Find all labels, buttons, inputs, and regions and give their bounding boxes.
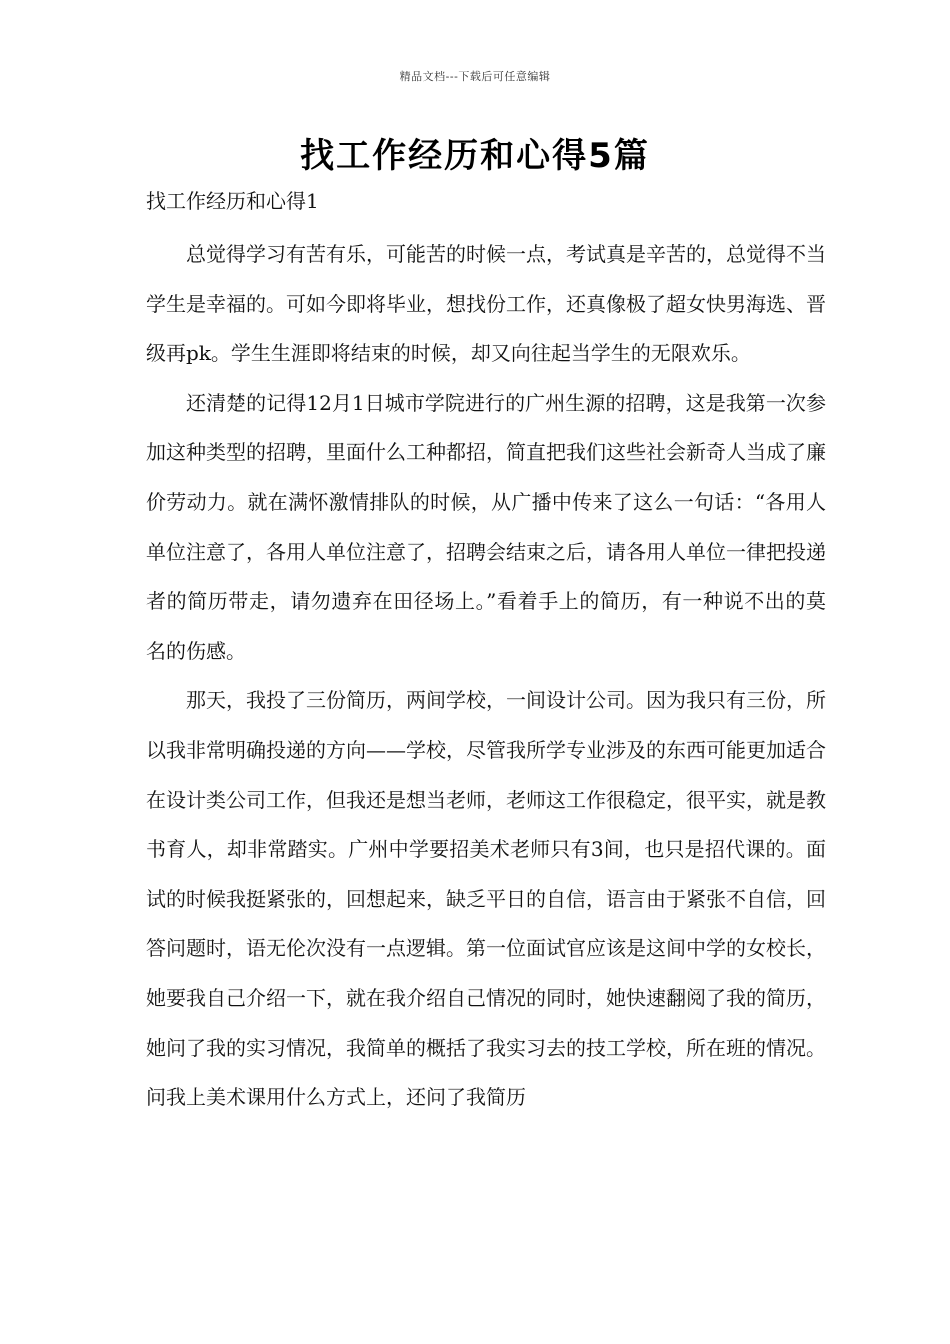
header-note: 精品文档---下载后可任意编辑: [399, 70, 551, 83]
paragraph: 还清楚的记得12月1日城市学院进行的广州生源的招聘，这是我第一次参加这种类型的招聘，里面什么工种都招，简直把我们这些社会新奇人当成了廉价劳动力。就在满怀激情排队的时候，从广播中传来了这么一句话：“各用人单位注意了，各用人单位注意了，招聘会结束之后，请各用人单位一律把投递者的简历带走，请勿遗弃在田径场上。”看着手上的简历，有一种说不出的莫名的伤感。: [146, 390, 826, 663]
document-body: [146, 184, 826, 1123]
document-title: 找工作经历和心得5篇: [300, 136, 650, 176]
paragraph: 总觉得学习有苦有乐，可能苦的时候一点，考试真是辛苦的，总觉得不当学生是幸福的。可如今即将毕业，想找份工作，还真像极了超女快男海选、晋级再pk。学生生涯即将结束的时候，却又向往起当学生的无限欢乐。: [146, 242, 826, 366]
section-heading: 找工作经历和心得1: [146, 189, 319, 213]
paragraph: 那天，我投了三份简历，两间学校，一间设计公司。因为我只有三份，所以我非常明确投递的方向——学校，尽管我所学专业涉及的东西可能更加适合在设计类公司工作，但我还是想当老师，老师这工作很稳定，很平实，就是教书育人，却非常踏实。广州中学要招美术老师只有3间，也只是招代课的。面试的时候我挺紧张的，回想起来，缺乏平日的自信，语言由于紧张不自信，回答问题时，语无伦次没有一点逻辑。第一位面试官应该是这间中学的女校长，她要我自己介绍一下，就在我介绍自己情况的同时，她快速翻阅了我的简历，她问了我的实习情况，我简单的概括了我实习去的技工学校，所在班的情况。问我上美术课用什么方式上，还问了我简历: [146, 688, 826, 1110]
